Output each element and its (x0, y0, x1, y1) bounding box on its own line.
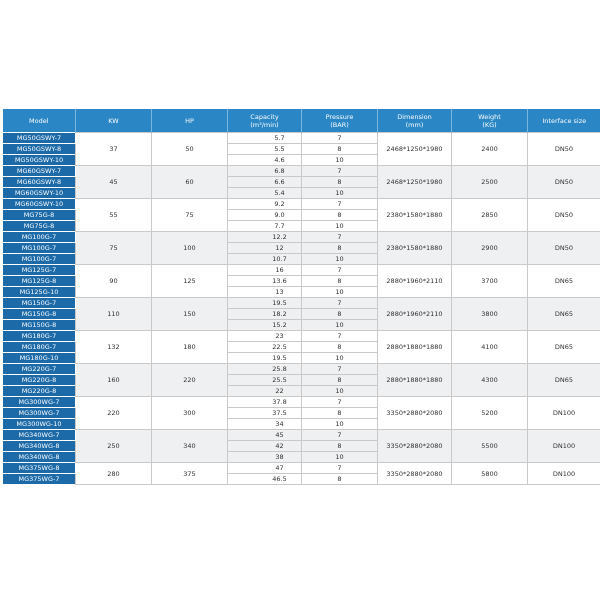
interface-cell: DN100 (528, 430, 600, 463)
dimension-cell: 2380*1580*1880 (378, 199, 452, 232)
dimension-cell: 3350*2880*2080 (378, 463, 452, 485)
dimension-cell: 2380*1580*1880 (378, 232, 452, 265)
model-cell: MG300WG-7 (3, 408, 76, 419)
pressure-cell: 7 (302, 199, 378, 210)
pressure-cell: 7 (302, 232, 378, 243)
kw-cell: 220 (76, 397, 152, 430)
col-header-dimension: Dimension (mm) (378, 109, 452, 133)
capacity-cell: 19.5 (228, 298, 302, 309)
model-cell: MG50GSWY-7 (3, 133, 76, 144)
hp-cell: 340 (152, 430, 228, 463)
model-cell: MG125G-8 (3, 276, 76, 287)
pressure-cell: 7 (302, 265, 378, 276)
hp-cell: 50 (152, 133, 228, 166)
capacity-cell: 5.7 (228, 133, 302, 144)
pressure-cell: 7 (302, 463, 378, 474)
weight-cell: 2400 (452, 133, 528, 166)
capacity-cell: 47 (228, 463, 302, 474)
interface-cell: DN100 (528, 397, 600, 430)
pressure-cell: 8 (302, 309, 378, 320)
weight-cell: 5200 (452, 397, 528, 430)
dimension-cell: 3350*2880*2080 (378, 430, 452, 463)
dimension-cell: 2880*1880*1880 (378, 364, 452, 397)
pressure-cell: 8 (302, 276, 378, 287)
interface-cell: DN50 (528, 133, 600, 166)
kw-cell: 110 (76, 298, 152, 331)
pressure-cell: 10 (302, 287, 378, 298)
weight-cell: 5800 (452, 463, 528, 485)
table-row (3, 298, 600, 309)
pressure-cell: 10 (302, 320, 378, 331)
col-header-kw: KW (76, 109, 152, 133)
capacity-cell: 25.5 (228, 375, 302, 386)
table-row (3, 265, 600, 276)
capacity-cell: 25.8 (228, 364, 302, 375)
kw-cell: 90 (76, 265, 152, 298)
hp-cell: 220 (152, 364, 228, 397)
col-header-model: Model (3, 109, 76, 133)
capacity-cell: 16 (228, 265, 302, 276)
model-cell: MG220G-8 (3, 386, 76, 397)
model-cell: MG340WG-8 (3, 441, 76, 452)
dimension-cell: 3350*2880*2080 (378, 397, 452, 430)
model-cell: MG60GSWY-10 (3, 199, 76, 210)
capacity-cell: 9.2 (228, 199, 302, 210)
table-row (3, 166, 600, 177)
capacity-cell: 15.2 (228, 320, 302, 331)
model-cell: MG220G-8 (3, 375, 76, 386)
pressure-cell: 8 (302, 375, 378, 386)
capacity-cell: 37.8 (228, 397, 302, 408)
capacity-cell: 19.5 (228, 353, 302, 364)
pressure-cell: 7 (302, 397, 378, 408)
pressure-cell: 7 (302, 364, 378, 375)
model-cell: MG340WG-7 (3, 430, 76, 441)
pressure-cell: 7 (302, 133, 378, 144)
kw-cell: 132 (76, 331, 152, 364)
model-cell: MG50GSWY-10 (3, 155, 76, 166)
pressure-cell: 7 (302, 430, 378, 441)
model-cell: MG75G-8 (3, 221, 76, 232)
model-cell: MG50GSWY-8 (3, 144, 76, 155)
hp-cell: 125 (152, 265, 228, 298)
capacity-cell: 45 (228, 430, 302, 441)
pressure-cell: 10 (302, 254, 378, 265)
model-cell: MG375WG-8 (3, 463, 76, 474)
weight-cell: 5500 (452, 430, 528, 463)
pressure-cell: 10 (302, 452, 378, 463)
dimension-cell: 2468*1250*1980 (378, 133, 452, 166)
weight-cell: 4300 (452, 364, 528, 397)
capacity-cell: 13 (228, 287, 302, 298)
pressure-cell: 8 (302, 408, 378, 419)
hp-cell: 75 (152, 199, 228, 232)
weight-cell: 3800 (452, 298, 528, 331)
pressure-cell: 8 (302, 441, 378, 452)
pressure-cell: 10 (302, 419, 378, 430)
model-cell: MG180G-7 (3, 331, 76, 342)
capacity-cell: 38 (228, 452, 302, 463)
capacity-cell: 22 (228, 386, 302, 397)
weight-cell: 4100 (452, 331, 528, 364)
col-header-weight: Weight (KG) (452, 109, 528, 133)
weight-cell: 3700 (452, 265, 528, 298)
table-row (3, 199, 600, 210)
model-cell: MG180G-10 (3, 353, 76, 364)
table-row (3, 133, 600, 144)
col-header-capacity: Capacity (m³/min) (228, 109, 302, 133)
pressure-cell: 10 (302, 221, 378, 232)
capacity-cell: 7.7 (228, 221, 302, 232)
kw-cell: 55 (76, 199, 152, 232)
spec-body (3, 133, 600, 485)
model-cell: MG100G-7 (3, 243, 76, 254)
kw-cell: 37 (76, 133, 152, 166)
pressure-cell: 7 (302, 331, 378, 342)
capacity-cell: 34 (228, 419, 302, 430)
table-row (3, 463, 600, 474)
capacity-cell: 13.6 (228, 276, 302, 287)
capacity-cell: 22.5 (228, 342, 302, 353)
weight-cell: 2900 (452, 232, 528, 265)
hp-cell: 375 (152, 463, 228, 485)
model-cell: MG100G-7 (3, 254, 76, 265)
pressure-cell: 10 (302, 155, 378, 166)
capacity-cell: 18.2 (228, 309, 302, 320)
col-header-hp: HP (152, 109, 228, 133)
pressure-cell: 8 (302, 210, 378, 221)
pressure-cell: 7 (302, 166, 378, 177)
capacity-cell: 42 (228, 441, 302, 452)
col-header-pressure: Pressure (BAR) (302, 109, 378, 133)
kw-cell: 75 (76, 232, 152, 265)
hp-cell: 300 (152, 397, 228, 430)
hp-cell: 180 (152, 331, 228, 364)
interface-cell: DN65 (528, 364, 600, 397)
table-row (3, 430, 600, 441)
pressure-cell: 10 (302, 188, 378, 199)
dimension-cell: 2880*1960*2110 (378, 265, 452, 298)
dimension-cell: 2880*1880*1880 (378, 331, 452, 364)
model-cell: MG220G-7 (3, 364, 76, 375)
capacity-cell: 6.8 (228, 166, 302, 177)
dimension-cell: 2468*1250*1980 (378, 166, 452, 199)
pressure-cell: 8 (302, 243, 378, 254)
pressure-cell: 8 (302, 474, 378, 485)
table-row (3, 397, 600, 408)
capacity-cell: 5.5 (228, 144, 302, 155)
model-cell: MG150G-8 (3, 309, 76, 320)
capacity-cell: 10.7 (228, 254, 302, 265)
model-cell: MG375WG-7 (3, 474, 76, 485)
model-cell: MG300WG-10 (3, 419, 76, 430)
capacity-cell: 5.4 (228, 188, 302, 199)
kw-cell: 280 (76, 463, 152, 485)
spec-table (2, 109, 600, 485)
interface-cell: DN100 (528, 463, 600, 485)
capacity-cell: 37.5 (228, 408, 302, 419)
pressure-cell: 8 (302, 342, 378, 353)
kw-cell: 160 (76, 364, 152, 397)
capacity-cell: 12.2 (228, 232, 302, 243)
model-cell: MG125G-7 (3, 265, 76, 276)
model-cell: MG60GSWY-8 (3, 177, 76, 188)
interface-cell: DN65 (528, 298, 600, 331)
pressure-cell: 10 (302, 353, 378, 364)
model-cell: MG300WG-7 (3, 397, 76, 408)
col-header-interface: Interface size (528, 109, 600, 133)
pressure-cell: 8 (302, 144, 378, 155)
capacity-cell: 46.5 (228, 474, 302, 485)
weight-cell: 2850 (452, 199, 528, 232)
capacity-cell: 9.0 (228, 210, 302, 221)
model-cell: MG150G-8 (3, 320, 76, 331)
model-cell: MG75G-8 (3, 210, 76, 221)
interface-cell: DN50 (528, 166, 600, 199)
pressure-cell: 10 (302, 386, 378, 397)
capacity-cell: 4.6 (228, 155, 302, 166)
interface-cell: DN65 (528, 331, 600, 364)
interface-cell: DN65 (528, 265, 600, 298)
model-cell: MG100G-7 (3, 232, 76, 243)
capacity-cell: 12 (228, 243, 302, 254)
weight-cell: 2500 (452, 166, 528, 199)
capacity-cell: 23 (228, 331, 302, 342)
hp-cell: 150 (152, 298, 228, 331)
capacity-cell: 6.6 (228, 177, 302, 188)
model-cell: MG60GSWY-10 (3, 188, 76, 199)
pressure-cell: 7 (302, 298, 378, 309)
interface-cell: DN50 (528, 199, 600, 232)
kw-cell: 250 (76, 430, 152, 463)
model-cell: MG125G-10 (3, 287, 76, 298)
hp-cell: 60 (152, 166, 228, 199)
model-cell: MG180G-7 (3, 342, 76, 353)
interface-cell: DN50 (528, 232, 600, 265)
table-row (3, 331, 600, 342)
model-cell: MG150G-7 (3, 298, 76, 309)
kw-cell: 45 (76, 166, 152, 199)
table-row (3, 364, 600, 375)
header-row (3, 109, 600, 133)
pressure-cell: 8 (302, 177, 378, 188)
dimension-cell: 2880*1960*2110 (378, 298, 452, 331)
model-cell: MG340WG-8 (3, 452, 76, 463)
hp-cell: 100 (152, 232, 228, 265)
table-row (3, 232, 600, 243)
model-cell: MG60GSWY-7 (3, 166, 76, 177)
